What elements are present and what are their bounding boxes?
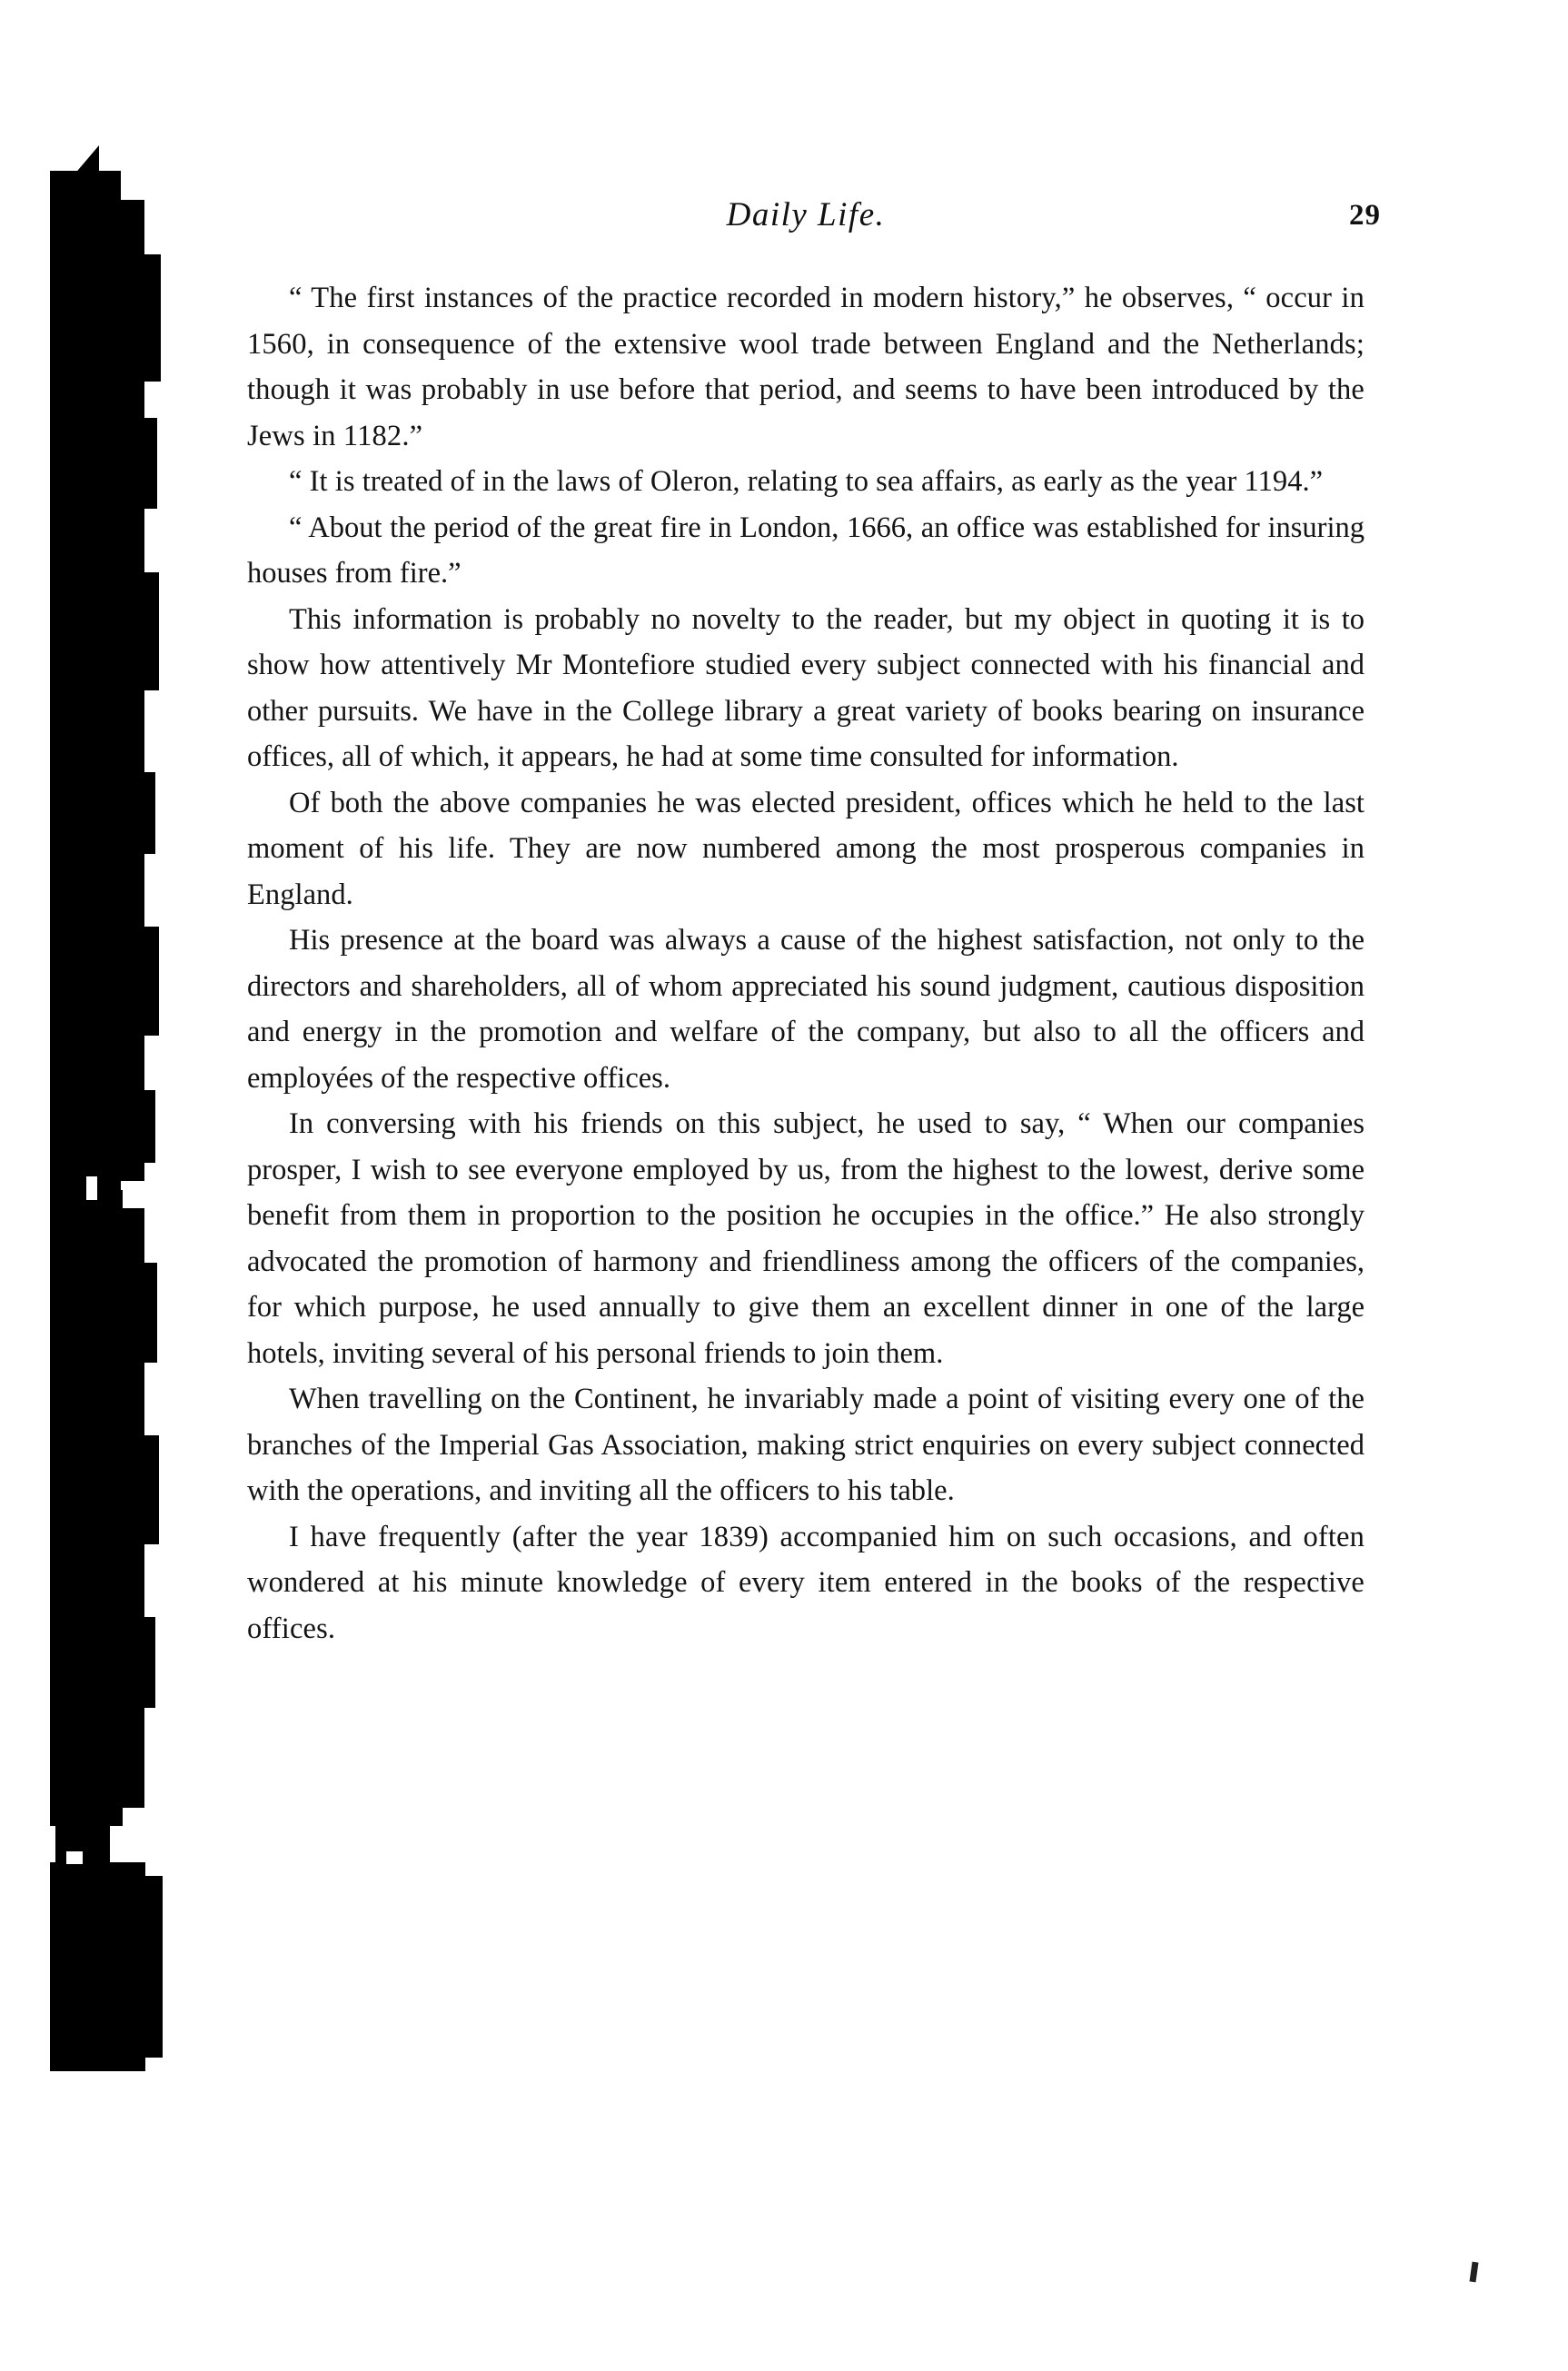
paragraph: When travelling on the Continent, he invariably made a point of visiting every one of the branches of the Imperial Gas Association, making strict enquiries on every subject connected with the operations, and inviting all the officers to his table. xyxy=(247,1383,1365,1507)
page-scan-shadow-artifact xyxy=(50,145,204,2080)
stray-ink-mark xyxy=(1470,2262,1479,2283)
paragraph: “ The first instances of the practice recorded in modern history,” he observes, “ occur in 1560, in consequence of the extensive wool trade between England and the Netherlands; though it was probably in use before that period, and seems to have been introduced by the Jews in 1182.” xyxy=(247,282,1365,452)
paragraph: I have frequently (after the year 1839) accompanied him on such occasions, and often wondered at his minute knowledge of every item entered in the books of the respective offices. xyxy=(247,1520,1365,1645)
running-head xyxy=(247,195,1381,259)
page-content xyxy=(247,195,1381,1652)
paragraph: “ It is treated of in the laws of Oleron, relating to sea affairs, as early as the year 1194.” xyxy=(289,465,1324,498)
paragraph: Of both the above companies he was elected president, offices which he held to the last moment of his life. They are now numbered among the most prosperous companies in England. xyxy=(247,786,1365,911)
body-text xyxy=(247,275,1365,1652)
running-head-title: Daily Life. xyxy=(726,196,886,233)
paragraph: This information is probably no novelty to the reader, but my object in quoting it is to show how attentively Mr Montefiore studied every subject connected with his financial and other pursuits. We have in the College library a great variety of books bearing on insurance offices, all of which, it appears, he had at some time consulted for information. xyxy=(247,602,1365,773)
paragraph: “ About the period of the great fire in London, 1666, an office was established for insuring houses from fire.” xyxy=(247,511,1365,590)
paragraph: His presence at the board was always a cause of the highest satisfaction, not only to the directors and shareholders, all of whom appreciated his sound judgment, cautious disposition and energy in the promotion and welfare of the company, but also to all the officers and employées of the respective offices. xyxy=(247,924,1365,1095)
paragraph: In conversing with his friends on this subject, he used to say, “ When our companies prosper, I wish to see everyone employed by us, from the highest to the lowest, derive some benefit from them in proportion to the position he occupies in the office.” He also strongly advocated the promotion of harmony and friendliness among the officers of the companies, for which purpose, he used annually to give them an excellent dinner in one of the large hotels, inviting several of his personal friends to join them. xyxy=(247,1107,1365,1370)
page-number: 29 xyxy=(1349,199,1381,232)
